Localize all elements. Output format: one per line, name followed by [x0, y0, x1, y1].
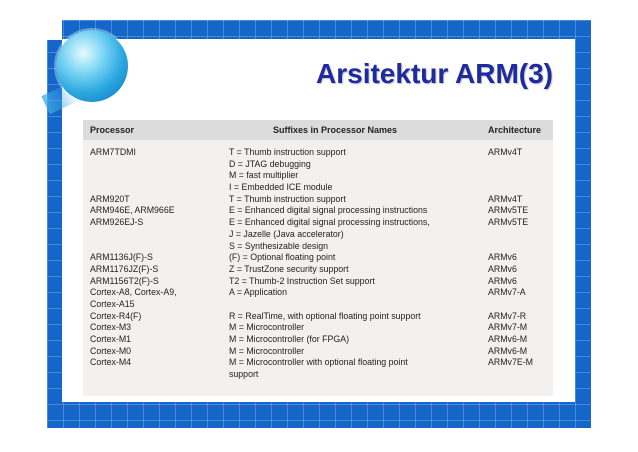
suffix-cell-line: J = Jazelle (Java accelerator): [229, 228, 344, 239]
table-row: [83, 357, 553, 380]
processor-cell-line: ARM1156T2(F)-S: [90, 275, 159, 286]
architecture-cell-line: [488, 369, 553, 381]
suffix-cell-line: T = Thumb instruction support: [229, 193, 346, 204]
architecture-cell-line: ARMv4T: [488, 193, 523, 204]
table-row: [83, 346, 553, 358]
architecture-cell-line: ARMv7-R: [488, 310, 527, 321]
architecture-cell-line: ARMv5TE: [488, 217, 529, 228]
suffix-cell-line: S = Synthesizable design: [229, 240, 329, 251]
suffix-cell-line: M = Microcontroller: [229, 322, 305, 333]
processor-cell-line: [90, 182, 229, 194]
suffix-cell-line: M = fast multiplier: [229, 170, 299, 181]
processor-cell: [83, 147, 229, 194]
table-row: [83, 311, 553, 323]
architecture-cell-line: [488, 241, 553, 253]
processor-cell-line: [90, 159, 229, 171]
processor-cell: [83, 287, 229, 310]
processor-cell-line: ARM926EJ-S: [90, 217, 144, 228]
processor-cell: [83, 322, 229, 334]
processor-cell: [83, 357, 229, 380]
processor-cell-line: ARM946E, ARM966E: [90, 205, 175, 216]
processor-cell-line: Cortex-M1: [90, 334, 132, 344]
architecture-cell: [488, 217, 553, 252]
suffix-cell: [229, 147, 488, 194]
corner-fill: [47, 20, 62, 40]
architecture-cell-line: ARMv6: [488, 252, 517, 263]
suffix-cell-line: Z = TrustZone security support: [229, 263, 349, 274]
suffix-cell-line: M = Microcontroller with optional floating point: [229, 357, 408, 368]
architecture-cell-line: ARMv7-M: [488, 322, 528, 333]
suffix-cell-line: I = Embedded ICE module: [229, 182, 333, 193]
processor-cell-line: [90, 229, 229, 241]
table-row: [83, 252, 553, 264]
architecture-cell: [488, 287, 553, 310]
processor-cell: [83, 346, 229, 358]
architecture-cell-line: [488, 229, 553, 241]
suffix-cell: [229, 264, 488, 276]
table-row: [83, 205, 553, 217]
suffix-cell: [229, 322, 488, 334]
suffix-cell: [229, 334, 488, 346]
architecture-cell: [488, 264, 553, 276]
architecture-cell: [488, 205, 553, 217]
architecture-cell-line: [488, 159, 553, 171]
processor-cell-line: Cortex-M3: [90, 322, 132, 333]
processor-cell-line: Cortex-R4(F): [90, 310, 142, 321]
suffix-cell-line: M = Microcontroller: [229, 345, 305, 356]
processor-cell: [83, 264, 229, 276]
suffix-cell-line: E = Enhanced digital signal processing instructions: [229, 205, 428, 216]
suffix-cell: [229, 311, 488, 323]
processor-cell-line: Cortex-M0: [90, 345, 132, 356]
table-row: [83, 334, 553, 346]
processor-cell-line: ARM1136J(F)-S: [90, 252, 153, 263]
processor-cell-line: [90, 170, 229, 182]
header-architecture: Architecture: [488, 125, 542, 135]
processor-cell: [83, 311, 229, 323]
processor-cell-line: [90, 369, 229, 381]
processor-cell: [83, 276, 229, 288]
architecture-cell: [488, 194, 553, 206]
processor-cell: [83, 334, 229, 346]
globe-logo-icon: [56, 30, 128, 102]
processor-cell: [83, 205, 229, 217]
architecture-cell-line: ARMv6: [488, 275, 517, 286]
architecture-cell-line: ARMv7E-M: [488, 357, 533, 368]
architecture-cell-line: ARMv6: [488, 263, 517, 274]
processor-cell: [83, 194, 229, 206]
architecture-cell: [488, 334, 553, 346]
suffix-cell-line: R = RealTime, with optional floating point support: [229, 310, 421, 321]
processor-cell-line: Cortex-A8, Cortex-A9,: [90, 287, 177, 298]
table-row: [83, 217, 553, 252]
suffix-cell-line: T = Thumb instruction support: [229, 147, 346, 157]
suffix-cell-line: M = Microcontroller (for FPGA): [229, 334, 349, 344]
header-processor: Processor: [90, 125, 135, 135]
processor-table: [83, 120, 553, 396]
suffix-cell-line: support: [229, 369, 259, 380]
architecture-cell-line: ARMv5TE: [488, 205, 529, 216]
architecture-cell-line: ARMv6-M: [488, 334, 528, 344]
suffix-cell: [229, 194, 488, 206]
suffix-cell: [229, 252, 488, 264]
processor-cell-line: Cortex-M4: [90, 357, 132, 368]
slide-title: Arsitektur ARM(3): [316, 58, 553, 89]
suffix-cell: [229, 357, 488, 380]
table-row: [83, 276, 553, 288]
suffix-cell-line: E = Enhanced digital signal processing instructions,: [229, 217, 430, 228]
architecture-cell: [488, 147, 553, 194]
suffix-cell-line: T2 = Thumb-2 Instruction Set support: [229, 275, 375, 286]
architecture-cell: [488, 311, 553, 323]
architecture-cell: [488, 322, 553, 334]
suffix-cell-line: A = Application: [229, 287, 287, 298]
processor-cell: [83, 252, 229, 264]
processor-cell-line: [90, 241, 229, 253]
header-suffixes: Suffixes in Processor Names: [273, 125, 398, 135]
suffix-cell-line: D = JTAG debugging: [229, 158, 311, 169]
table-row: [83, 287, 553, 310]
architecture-cell-line: [488, 299, 553, 311]
architecture-cell-line: [488, 170, 553, 182]
suffix-cell: [229, 287, 488, 310]
table-row: [83, 147, 553, 194]
suffix-cell: [229, 346, 488, 358]
suffix-cell-line: (F) = Optional floating point: [229, 252, 336, 263]
processor-cell-line: Cortex-A15: [90, 298, 135, 309]
table-row: [83, 322, 553, 334]
architecture-cell: [488, 346, 553, 358]
architecture-cell-line: ARMv6-M: [488, 345, 528, 356]
architecture-cell-line: ARMv7-A: [488, 287, 526, 298]
table-header: [83, 120, 553, 140]
table-body: [83, 147, 553, 381]
table-row: [83, 264, 553, 276]
suffix-cell: [229, 276, 488, 288]
architecture-cell: [488, 276, 553, 288]
processor-cell: [83, 217, 229, 252]
suffix-cell-line: [229, 299, 488, 311]
table-row: [83, 194, 553, 206]
processor-cell-line: ARM7TDMI: [90, 147, 136, 157]
processor-cell-line: ARM920T: [90, 193, 130, 204]
suffix-cell: [229, 205, 488, 217]
architecture-cell: [488, 357, 553, 380]
architecture-cell: [488, 252, 553, 264]
architecture-cell-line: [488, 182, 553, 194]
architecture-cell-line: ARMv4T: [488, 147, 523, 157]
suffix-cell: [229, 217, 488, 252]
processor-cell-line: ARM1176JZ(F)-S: [90, 263, 159, 274]
